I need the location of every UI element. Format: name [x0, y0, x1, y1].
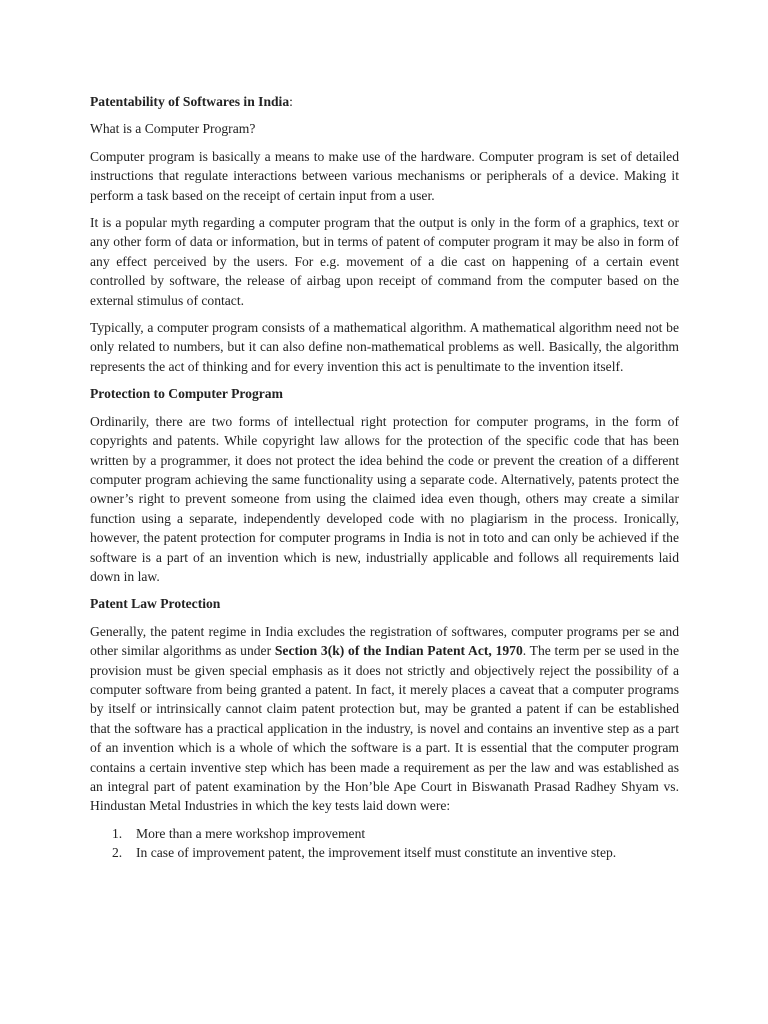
list-item-number: 1. — [112, 825, 123, 841]
document-page — [90, 92, 679, 863]
list-item-text: More than a mere workshop improvement — [136, 825, 366, 841]
section-heading-patent-law: Patent Law Protection — [90, 596, 221, 612]
document-title-text: Patentability of Softwares in India — [90, 94, 290, 109]
paragraph: Typically, a computer program consists of a mathematical algorithm. A mathematical algorithm need not be only related to numbers, but it can also define non-mathematical problems as well. Basically, the algorithm represents the act of thinking and for every invention this act is penultimate to the invention itself. — [90, 320, 679, 374]
section-question: What is a Computer Program? — [90, 121, 256, 137]
list-item-text: In case of improvement patent, the improvement itself must constitute an inventive step. — [136, 845, 617, 861]
paragraph: It is a popular myth regarding a computer program that the output is only in the form of a graphics, text or any other form of data or information, but in terms of patent of computer program it may be also in form of any effect perceived by the users. For e.g. movement of a die cast on happening of a certain event controlled by software, the release of airbag upon receipt of command from the computer based on the external stimulus of contact. — [90, 215, 679, 308]
document-title — [90, 92, 679, 111]
paragraph-patent-law — [90, 622, 679, 816]
statute-reference: Section 3(k) of the Indian Patent Act, 1970 — [274, 643, 523, 659]
list-item — [90, 843, 679, 862]
paragraph: Computer program is basically a means to make use of the hardware. Computer program is set of detailed instructions that regulate interactions between various mechanisms or peripherals of a device. Making it perform a task based on the receipt of certain input from a user. — [90, 148, 679, 203]
list-item-number: 2. — [112, 845, 123, 861]
paragraph-text: . The term per se used in the provision must be given special emphasis as it does not strictly and objectively reject the possibility of a computer software from being granted a patent. In fact, it merely places a caveat that a computer programs by itself or intrinsically cannot claim patent protection but, may be granted a patent if can be established that the software has a practical application in the industry, is novel and contains an inventive step as a part of an invention which is a whole of which the software is a part. It is essential that the computer program contains a certain inventive step which has been made a requirement as per the law and was established as an integral part of patent examination by the Hon’ble Ape Court in Biswanath Prasad Radhey Shyam vs. Hindustan Metal Industries in which the key tests laid down were: — [90, 643, 679, 814]
list-item — [90, 824, 679, 843]
key-tests-list — [90, 824, 679, 863]
section-heading-protection: Protection to Computer Program — [90, 386, 283, 402]
document-title-suffix: : — [289, 94, 293, 109]
paragraph: Ordinarily, there are two forms of intellectual right protection for computer programs, in the form of copyrights and patents. While copyright law allows for the protection of the specific code that has been written by a programmer, it does not protect the idea behind the code or prevent the creation of a different computer program achieving the same functionality using a separate code. Alternatively, patents protect the owner’s right to prevent someone from using the claimed idea even though, others may create a similar function using a separate, independently developed code with no plagiarism in the process. Ironically, however, the patent protection for computer programs in India is not in toto and can only be achieved if the software is a part of an invention which is new, industrially applicable and follows all requirements laid down in law. — [90, 413, 679, 584]
paragraph-text: Generally, the patent regime in India excludes the registration of softwares, computer programs per se and other similar algorithms as under — [90, 623, 679, 659]
